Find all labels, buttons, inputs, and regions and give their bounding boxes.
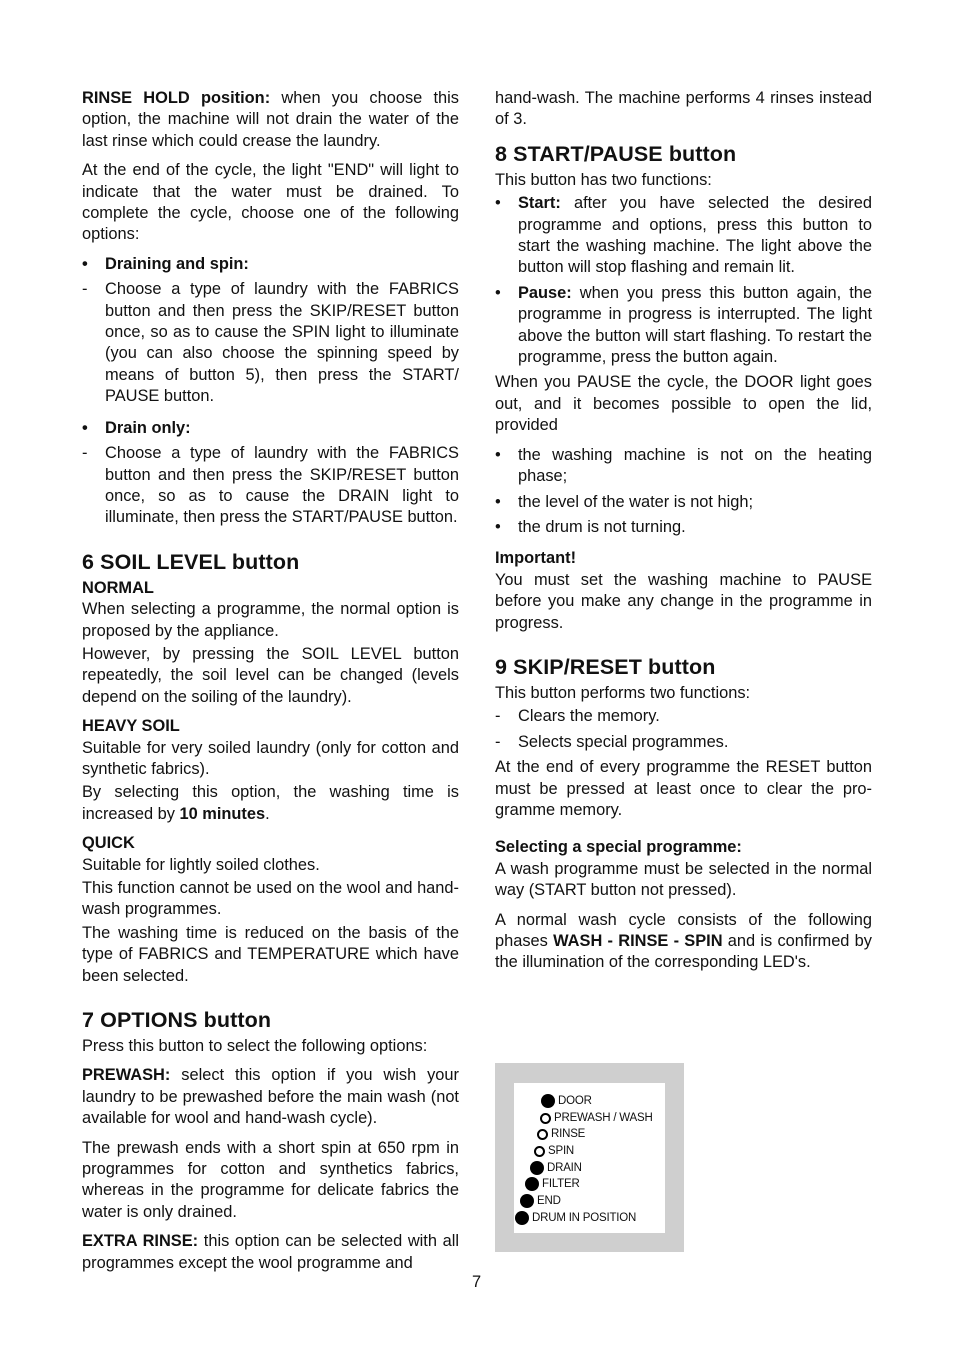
normal-heading: NORMAL xyxy=(82,578,154,597)
led-indicator-prewash xyxy=(540,1113,551,1124)
special-paragraph-1: A wash programme must be selected in the normal way (START button not pressed). xyxy=(495,859,872,900)
skip-reset-heading: 9 SKIP/RESET button xyxy=(495,654,716,679)
led-row-door xyxy=(541,1093,592,1109)
rinse-hold-label: RINSE HOLD position: xyxy=(82,89,271,107)
condition-text-3: the drum is not turning. xyxy=(518,517,686,536)
led-row-drain xyxy=(530,1160,582,1176)
special-programme-heading: Selecting a special programme: xyxy=(495,838,742,857)
special-paragraph-2 xyxy=(495,910,872,974)
quick-paragraph-1: Suitable for lightly soiled clothes. xyxy=(82,855,320,874)
led-row-end xyxy=(520,1193,561,1209)
skip-item-2 xyxy=(495,732,872,753)
bullet-marker: • xyxy=(82,254,88,273)
bullet-marker: • xyxy=(495,492,501,511)
draining-spin-text: Choose a type of laundry with the FABRICS button and then press the SKIP/RESET button once, so as to cause the SPIN light to illuminate (you can also choose the spinning speed by means of button 5), then press the START/ PAUSE button. xyxy=(105,280,459,406)
skip-intro: This button performs two functions: xyxy=(495,683,751,702)
condition-item-3 xyxy=(495,517,872,538)
options-intro: Press this button to select the following options: xyxy=(82,1037,428,1056)
led-panel-illustration xyxy=(495,1063,684,1252)
led-indicator-rinse xyxy=(537,1129,548,1140)
led-row-filter xyxy=(525,1176,580,1192)
special-end: and is confirmed by the illumination of the corresponding LED's. xyxy=(495,932,872,972)
start-label: Start: xyxy=(518,194,561,213)
page-number: 7 xyxy=(472,1273,482,1291)
led-label-rinse: RINSE xyxy=(551,1128,586,1140)
pause-text: when you press this button again, the programme in progress is interrupted. The light above the button will start flashing. To restart the programme, press the button again. xyxy=(518,283,872,367)
prewash-label: PREWASH: xyxy=(82,1066,171,1085)
prewash-paragraph xyxy=(82,1065,459,1129)
led-label-filter: FILTER xyxy=(542,1178,580,1190)
heavy-end: . xyxy=(265,804,270,823)
led-indicator-filter xyxy=(525,1177,539,1191)
heavy-soil-heading: HEAVY SOIL xyxy=(82,717,180,736)
heavy-minutes: 10 minutes xyxy=(179,804,266,823)
pause-item xyxy=(495,283,872,369)
continuation-paragraph: hand-wash. The machine performs 4 rinses instead of 3. xyxy=(495,89,872,129)
led-label-spin: SPIN xyxy=(548,1145,575,1157)
led-indicator-door xyxy=(541,1094,555,1108)
important-heading: Important! xyxy=(495,549,577,568)
led-row-prewash xyxy=(540,1110,653,1126)
rinse-hold-paragraph xyxy=(82,88,459,152)
quick-paragraph-2: This function cannot be used on the wool and hand-wash programmes. xyxy=(82,879,459,919)
skip-item-1 xyxy=(495,706,872,727)
draining-spin-item xyxy=(82,254,459,275)
prewash-paragraph-2: The prewash ends with a short spin at 650 rpm in programmes for cotton and synthetics fabrics, whereas in the programme for delicate fabrics the water is only drained. xyxy=(82,1138,459,1221)
led-indicator-drain xyxy=(530,1161,544,1175)
skip-item-text-1: Clears the memory. xyxy=(518,707,660,726)
dash-marker: - xyxy=(495,707,501,726)
soil-level-heading: 6 SOIL LEVEL button xyxy=(82,549,300,574)
skip-paragraph: At the end of every programme the RESET button must be pressed at least once to clear the pro-gramme memory. xyxy=(495,758,872,819)
bullet-marker: • xyxy=(495,283,501,302)
start-text: after you have selected the desired programme and options, press this button to start the washing machine. The light above the button will stop flashing and remain lit. xyxy=(518,194,872,277)
drain-only-text: Choose a type of laundry with the FABRICS button and then press the SKIP/RESET button once, so as to cause the DRAIN light to illuminate, then press the START/PAUSE button. xyxy=(105,444,459,527)
important-paragraph: You must set the washing machine to PAUSE before you make any change in the programme in progress. xyxy=(495,570,872,632)
start-pause-heading: 8 START/PAUSE button xyxy=(495,141,737,166)
quick-heading: QUICK xyxy=(82,834,135,853)
led-indicator-spin xyxy=(534,1146,545,1157)
options-heading: 7 OPTIONS button xyxy=(82,1008,272,1033)
led-row-rinse xyxy=(537,1126,585,1142)
draining-spin-head: Draining and spin: xyxy=(105,254,249,273)
led-panel-inner xyxy=(514,1083,665,1233)
led-label-door: DOOR xyxy=(558,1095,592,1107)
extra-rinse-text: this option can be selected with all programmes except the wool programme and xyxy=(82,1232,460,1272)
pause-paragraph: When you PAUSE the cycle, the DOOR light goes out, and it becomes possible to open the lid, provided xyxy=(495,373,872,435)
led-label-end: END xyxy=(537,1195,561,1207)
normal-paragraph-2: However, by pressing the SOIL LEVEL button repeatedly, the soil level can be changed (levels depend on the soiling of the laundry). xyxy=(82,644,459,706)
skip-item-text-2: Selects special programmes. xyxy=(518,732,729,751)
dash-marker: - xyxy=(495,732,501,751)
led-label-prewash: PREWASH / WASH xyxy=(554,1112,653,1124)
pause-label: Pause: xyxy=(518,283,572,302)
heavy-paragraph-2 xyxy=(82,782,459,825)
end-paragraph: At the end of the cycle, the light "END" will light to indicate that the water must be drained. To complete the cycle, choose one of the following options: xyxy=(82,161,459,244)
led-indicator-drum xyxy=(515,1211,529,1225)
dash-marker: - xyxy=(82,444,88,463)
condition-text-1: the washing machine is not on the heating phase; xyxy=(518,445,872,486)
heavy-text: By selecting this option, the washing time is increased by xyxy=(82,783,459,823)
left-column xyxy=(82,88,459,1282)
start-intro: This button has two functions: xyxy=(495,170,712,189)
led-label-drain: DRAIN xyxy=(547,1162,582,1174)
normal-paragraph-1: When selecting a programme, the normal option is proposed by the appliance. xyxy=(82,600,459,640)
extra-rinse-paragraph xyxy=(82,1231,459,1274)
rinse-hold-text: when you choose this option, the machine will not drain the water of the last rinse which could crease the laundry. xyxy=(82,89,459,150)
drain-only-desc xyxy=(82,443,459,529)
start-item xyxy=(495,193,872,279)
heavy-paragraph-1: Suitable for very soiled laundry (only for cotton and synthetic fabrics). xyxy=(82,738,459,778)
condition-item-1 xyxy=(495,445,872,488)
quick-paragraph-3: The washing time is reduced on the basis of the type of FABRICS and TEMPERATURE which have been selected. xyxy=(82,923,459,985)
bullet-marker: • xyxy=(495,194,501,213)
led-row-spin xyxy=(534,1143,574,1159)
led-label-drum: DRUM IN POSITION xyxy=(532,1212,637,1224)
led-indicator-end xyxy=(520,1194,534,1208)
bullet-marker: • xyxy=(495,517,501,536)
drain-only-head: Drain only: xyxy=(105,418,191,437)
drain-only-item xyxy=(82,418,459,439)
bullet-marker: • xyxy=(495,445,501,464)
extra-rinse-label: EXTRA RINSE: xyxy=(82,1232,199,1251)
right-column xyxy=(495,88,872,982)
dash-marker: - xyxy=(82,280,88,299)
condition-item-2 xyxy=(495,492,872,513)
special-phases: WASH - RINSE - SPIN xyxy=(553,932,723,950)
condition-text-2: the level of the water is not high; xyxy=(518,492,754,511)
special-text: A normal wash cycle consists of the following phases xyxy=(495,910,872,950)
bullet-marker: • xyxy=(82,418,88,437)
prewash-text: select this option if you wish your laundry to be prewashed before the main wash (not available for wool and hand-wash cycle). xyxy=(82,1066,459,1128)
draining-spin-desc xyxy=(82,279,459,407)
led-row-drum xyxy=(515,1210,636,1226)
